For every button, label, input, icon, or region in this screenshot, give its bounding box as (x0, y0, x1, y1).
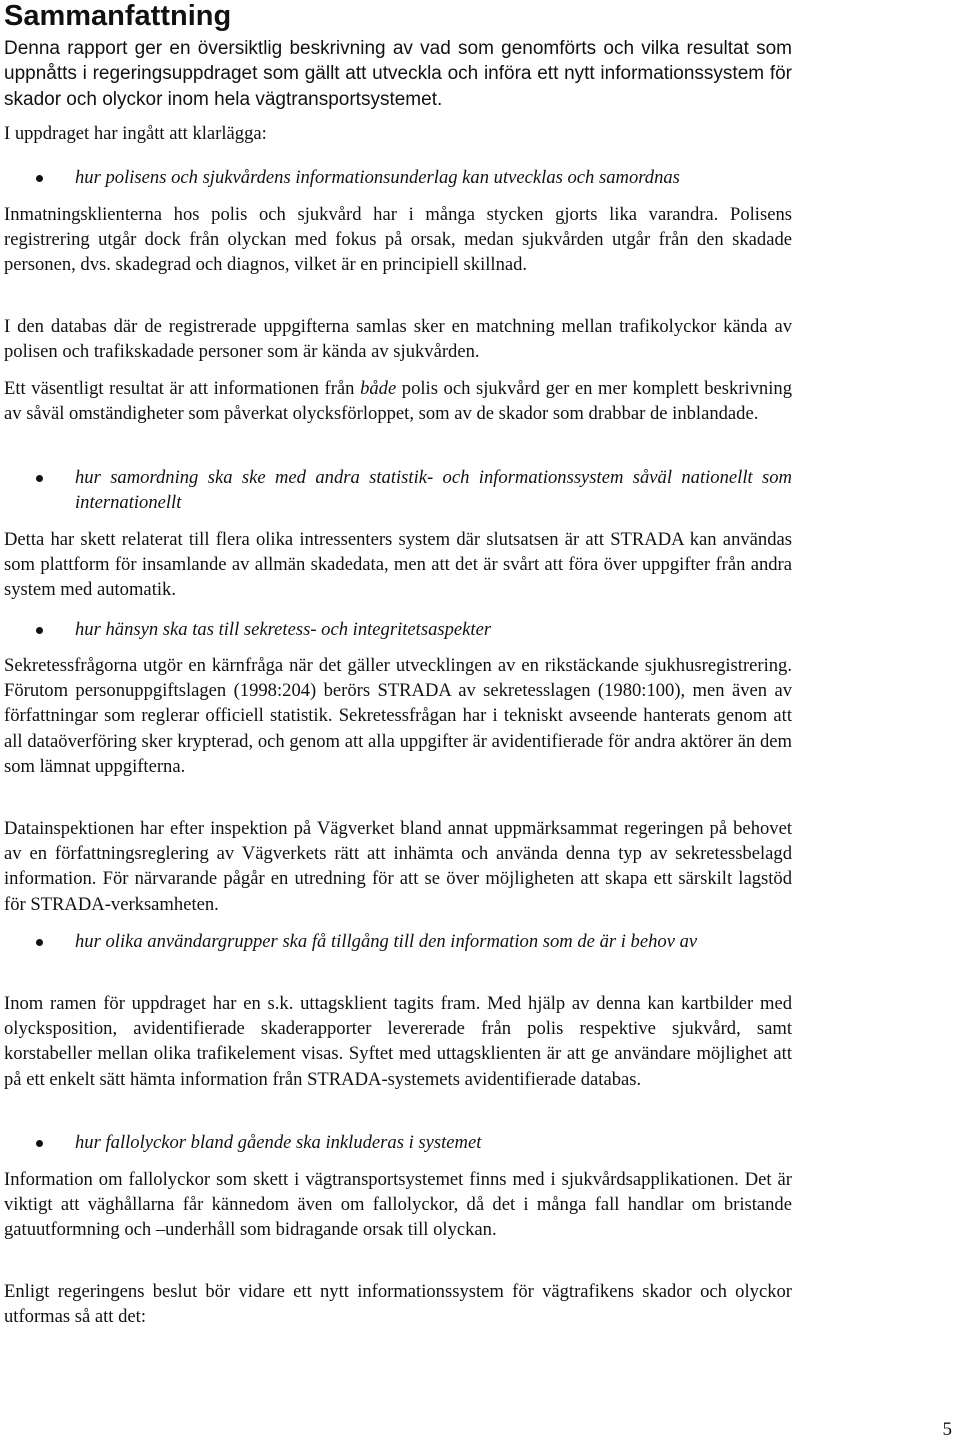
bullet-text: hur hänsyn ska tas till sekretess- och integritetsaspekter (75, 619, 492, 640)
bullet-text: hur olika användargrupper ska få tillgång till den information som de är i behov av (75, 931, 698, 952)
paragraph-input-clients: Inmatningsklienterna hos polis och sjukvård har i många stycken gjorts lika varandra. Polisens registrering utgår dock från olyckan med fokus på orsak, medan sjukvården utgår från den skadade personen, dvs. skadegrad och diagnos, vilket är en principiell skillnad. (4, 204, 792, 276)
bullet-item-1 (4, 165, 792, 190)
section-heading: Sammanfattning (4, 0, 232, 32)
paragraph-strada-platform: Detta har skett relaterat till flera olika intressenters system där slutsatsen är att STRADA kan användas som plattform för insamlande av allmän skadedata, men att det är svårt att föra över uppgifter från andra system med automatik. (4, 529, 792, 601)
bullet-item-2 (4, 465, 792, 515)
bullet-icon (36, 627, 43, 634)
bullet-item-5 (4, 1130, 792, 1155)
key-result-text-a: Ett väsentligt resultat är att informationen från (4, 378, 361, 399)
paragraph-fall-accidents: Information om fallolyckor som skett i vägtransportsystemet finns med i sjukvårdsapplikationen. Det är viktigt att väghållarna får kännedom även om fallolyckor, då det i många fall handlar om bristande gatuutformning och –underhåll som bidragande orsak till olyckan. (4, 1169, 792, 1241)
paragraph-government-decision: Enligt regeringens beslut bör vidare ett nytt informationssystem för vägtrafikens skador och olyckor utformas så att det: (4, 1281, 792, 1328)
bullet-text: hur fallolyckor bland gående ska inkluderas i systemet (75, 1132, 482, 1153)
bullet-icon (36, 1140, 43, 1147)
key-result-emphasis: både (360, 378, 397, 399)
page-number: 5 (942, 1419, 952, 1440)
paragraph-confidentiality: Sekretessfrågorna utgör en kärnfråga när det gäller utvecklingen av en rikstäckande sjukhusregistrering. Förutom personuppgiftslagen (1998:204) berörs STRADA av sekretesslagen (1980:100), men även av författningar som reglerar officiell statistik. Sekretessfrågan har i tekniskt avseende hanterats genom att all dataöverföring sker krypterad, och genom att alla uppgifter är avidentifierade för andra aktörer än dem som lämnat uppgifterna. (4, 655, 792, 777)
bullet-item-4 (4, 929, 792, 954)
intro-paragraph: Denna rapport ger en översiktlig beskrivning av vad som genomförts och vilka resultat som uppnåtts i regeringsuppdraget som gällt att utveckla och införa ett nytt informationssystem för skador och olyckor inom hela vägtransportsystemet. (4, 38, 792, 110)
bullet-icon (36, 939, 43, 946)
paragraph-extraction-client: Inom ramen för uppdraget har en s.k. uttagsklient tagits fram. Med hjälp av denna kan kartbilder med olycksposition, avidentifierade skaderapporter levererade från polis respektive sjukvård, samt korstabeller mellan olika trafikelement visas. Syftet med uttagsklienten är att ge användare möjlighet att på ett enkelt sätt hämta information från STRADA-systemets avidentifierade databas. (4, 993, 792, 1090)
key-result-text-b: polis och sjukvård ger en mer komplett beskrivning av såväl omständigheter som påverkat olycksförloppet, som av de skador som drabbar de inblandade. (4, 378, 792, 425)
bullet-icon (36, 175, 43, 182)
paragraph-key-result (4, 376, 792, 426)
paragraph-data-inspection: Datainspektionen har efter inspektion på Vägverket bland annat uppmärksammat regeringen på behovet av en författningsreglering av Vägverkets rätt att inhämta och använda denna typ av sekretessbelagd information. För närvarande pågår en utredning för att se över möjligheten att skapa ett särskilt lagstöd för STRADA-verksamheten. (4, 818, 792, 915)
intro-lead-paragraph: I uppdraget har ingått att klarlägga: (4, 123, 267, 144)
paragraph-database-matching: I den databas där de registrerade uppgifterna samlas sker en matchning mellan trafikolyckor kända av polisen och trafikskadade personer som är kända av sjukvården. (4, 316, 792, 363)
bullet-item-3 (4, 617, 792, 642)
bullet-text: hur samordning ska ske med andra statistik- och informationssystem såväl nationellt som internationellt (75, 467, 792, 514)
bullet-icon (36, 475, 43, 482)
bullet-text: hur polisens och sjukvårdens informationsunderlag kan utvecklas och samordnas (75, 167, 680, 188)
